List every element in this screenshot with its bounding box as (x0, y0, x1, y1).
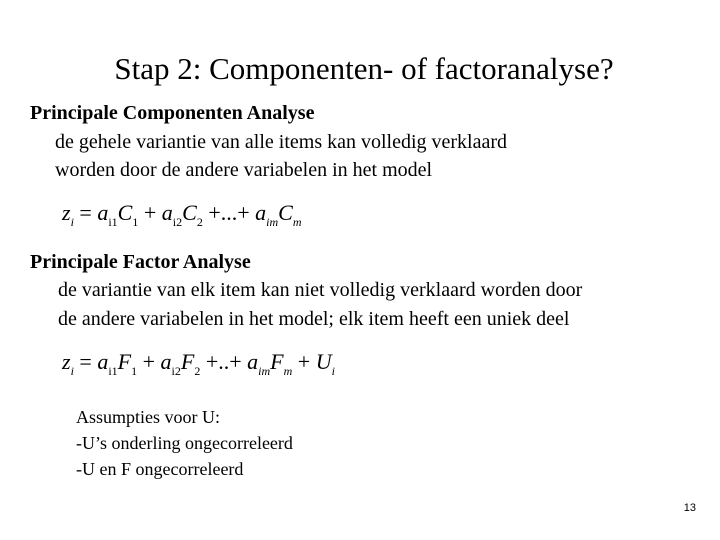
pfa-line-2: de andere variabelen in het model; elk item heeft een uniek deel (58, 308, 570, 330)
assumptions-line-3: -U en F ongecorreleerd (76, 459, 244, 479)
pfa-line-1: de variantie van elk item kan niet volledig verklaard worden door (58, 279, 583, 301)
pca-line-2: worden door de andere variabelen in het model (55, 159, 433, 181)
pfa-formula: $z_i = a_{i1}F_1 + a_{i2}F_2$ +..+ $a_{im}F_m + U_i$ (62, 349, 335, 378)
assumptions-line-2: -U’s onderling ongecorreleerd (76, 433, 293, 453)
page-number: 13 (683, 502, 696, 514)
assumptions-line-1: Assumpties voor U: (76, 407, 220, 427)
pca-formula: $z_i = a_{i1}C_1 + a_{i2}C_2$ +...+ $a_{im}C_m$ (62, 200, 302, 229)
pfa-heading: Principale Factor Analyse (30, 251, 251, 273)
pca-heading: Principale Componenten Analyse (30, 102, 315, 124)
pca-line-1: de gehele variantie van alle items kan volledig verklaard (55, 131, 508, 153)
slide-title: Stap 2: Componenten- of factoranalyse? (114, 51, 614, 86)
